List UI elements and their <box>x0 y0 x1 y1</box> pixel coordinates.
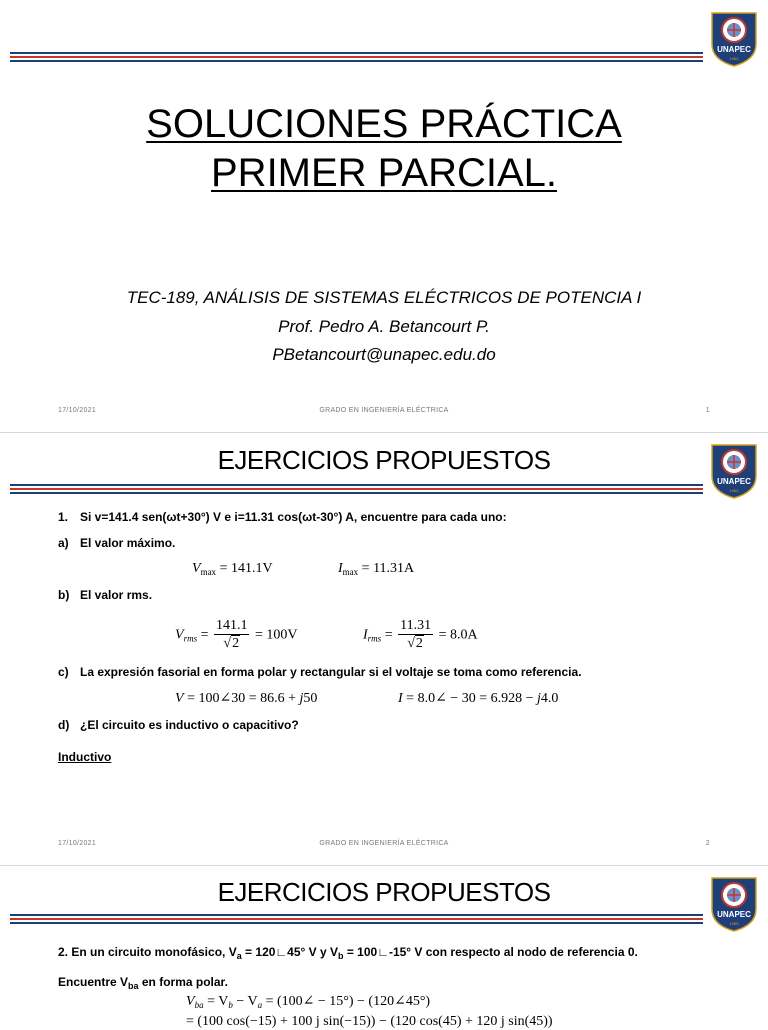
equation-irms: $I_{rms}$ = $\frac{11.31}{√2}$ = 8.0A <box>363 618 478 651</box>
item-d: d) ¿El circuito es inductivo o capacitivo? <box>58 718 299 732</box>
professor-email: PBetancourt@unapec.edu.do <box>272 345 496 364</box>
equation-vba-2: = (100 cos(−15) + 100 j sin(−15)) − (120 cos(45) + 120 j sin(45)) <box>186 1014 553 1029</box>
slide-heading: EJERCICIOS PROPUESTOS <box>217 877 551 907</box>
equation-vmax: $V_{max} = 141.1V$ <box>192 561 273 577</box>
answer-text: Inductivo <box>58 750 112 764</box>
logo-text: UNAPEC <box>717 477 751 486</box>
footer-program: GRADO EN INGENIERÍA ELÉCTRICA <box>319 840 449 847</box>
footer-page-number: 2 <box>705 840 710 847</box>
unapec-logo <box>709 10 759 68</box>
professor-name: Prof. Pedro A. Betancourt P. <box>278 317 490 336</box>
logo-year: 1965 <box>729 56 739 61</box>
question-2-text: 2. En un circuito monofásico, $V_a$ = 120∟45° V y $V_b$ = 100∟-15° V con respecto al nodo de referencia 0. Encuentre $V_{ba}$ en forma polar. <box>58 945 638 991</box>
question-number: 1. <box>58 510 69 524</box>
main-title-line2: PRIMER PARCIAL. <box>211 151 557 195</box>
footer-date: 17/10/2021 <box>58 407 97 414</box>
course-name: TEC-189, ANÁLISIS DE SISTEMAS ELÉCTRICOS DE POTENCIA I <box>126 288 642 307</box>
equation-vba-1: $V_{ba} = V_b - V_a$ = (100∠ − 15°) − (120∠45°) <box>186 994 431 1010</box>
logo-text: UNAPEC <box>717 910 751 919</box>
equation-i-phasor: I = 8.0∠ − 30 = 6.928 − j4.0 <box>398 691 559 706</box>
header-band <box>10 484 703 494</box>
header-band <box>10 52 703 62</box>
item-b: b) El valor rms. <box>58 588 153 602</box>
equation-imax: $I_{max} = 11.31A$ <box>338 561 415 577</box>
item-c: c) La expresión fasorial en forma polar y rectangular si el voltaje se toma como referencia. <box>58 665 582 679</box>
logo-year: 1965 <box>729 921 739 926</box>
main-title-line1: SOLUCIONES PRÁCTICA <box>146 102 622 146</box>
slide-2 <box>0 433 768 865</box>
equation-v-phasor: V = 100∠30 = 86.6 + j50 <box>175 691 318 706</box>
slide-heading: EJERCICIOS PROPUESTOS <box>217 445 551 475</box>
footer-page-number: 1 <box>705 407 710 414</box>
footer-date: 17/10/2021 <box>58 840 97 847</box>
slide-3 <box>0 866 768 1029</box>
unapec-logo <box>709 442 759 500</box>
item-a: a) El valor máximo. <box>58 536 176 550</box>
slide-1 <box>0 0 768 432</box>
question-1 <box>58 510 507 524</box>
logo-year: 1965 <box>729 488 739 493</box>
unapec-logo <box>709 875 759 933</box>
equation-vrms: $V_{rms}$ = $\frac{141.1}{√2}$ = 100V <box>175 618 298 651</box>
question-text: Si v=141.4 sen(ωt+30°) V e i=11.31 cos(ωt-30°) A, encuentre para cada uno: <box>80 510 507 524</box>
logo-text: UNAPEC <box>717 45 751 54</box>
header-band <box>10 914 703 924</box>
footer-program: GRADO EN INGENIERÍA ELÉCTRICA <box>319 407 449 414</box>
